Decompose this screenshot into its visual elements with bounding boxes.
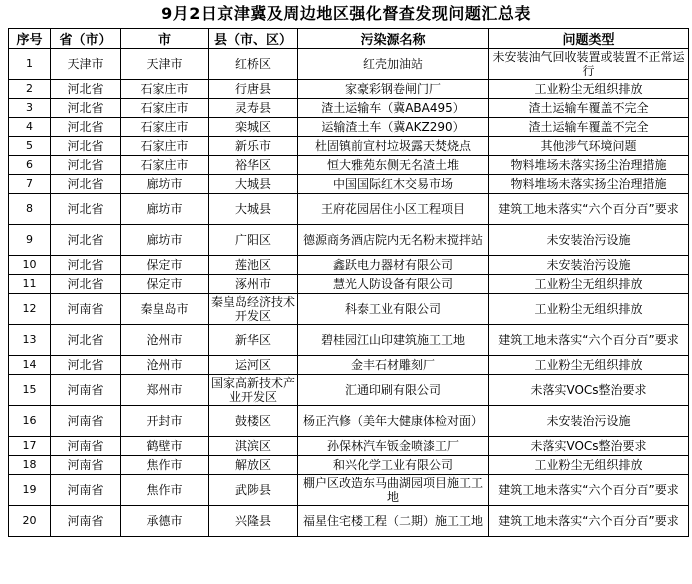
cell-county: 新乐市 [209,137,298,156]
cell-issue: 未安装治污设施 [489,406,689,437]
cell-province: 河北省 [51,156,121,175]
cell-county: 鼓楼区 [209,406,298,437]
cell-county: 淇滨区 [209,437,298,456]
cell-seq: 15 [9,375,51,406]
cell-city: 焦作市 [121,475,209,506]
header-seq: 序号 [9,29,51,49]
cell-province: 河北省 [51,275,121,294]
cell-province: 河北省 [51,256,121,275]
cell-province: 河南省 [51,475,121,506]
table-row [9,475,689,506]
cell-province: 河北省 [51,225,121,256]
cell-county: 运河区 [209,356,298,375]
cell-province: 河南省 [51,506,121,537]
cell-issue: 建筑工地未落实“六个百分百”要求 [489,506,689,537]
header-city: 市 [121,29,209,49]
cell-province: 河北省 [51,80,121,99]
cell-source: 金丰石材雕刻厂 [298,356,489,375]
cell-county: 广阳区 [209,225,298,256]
cell-source: 孙保林汽车钣金喷漆工厂 [298,437,489,456]
table-row [9,194,689,225]
cell-province: 河北省 [51,137,121,156]
cell-city: 郑州市 [121,375,209,406]
cell-county: 栾城区 [209,118,298,137]
table-row [9,49,689,80]
cell-issue: 未安装治污设施 [489,256,689,275]
cell-city: 保定市 [121,256,209,275]
cell-county: 兴隆县 [209,506,298,537]
cell-seq: 7 [9,175,51,194]
cell-seq: 20 [9,506,51,537]
table-row [9,456,689,475]
cell-province: 河北省 [51,356,121,375]
cell-issue: 渣土运输车覆盖不完全 [489,118,689,137]
cell-province: 河北省 [51,194,121,225]
cell-issue: 建筑工地未落实“六个百分百”要求 [489,475,689,506]
cell-city: 秦皇岛市 [121,294,209,325]
cell-seq: 9 [9,225,51,256]
cell-seq: 18 [9,456,51,475]
cell-county: 莲池区 [209,256,298,275]
cell-city: 天津市 [121,49,209,80]
cell-seq: 13 [9,325,51,356]
cell-city: 廊坊市 [121,175,209,194]
cell-issue: 未落实VOCs整治要求 [489,375,689,406]
cell-seq: 10 [9,256,51,275]
cell-province: 河北省 [51,99,121,118]
cell-seq: 19 [9,475,51,506]
cell-city: 廊坊市 [121,225,209,256]
table-row [9,356,689,375]
cell-seq: 1 [9,49,51,80]
cell-province: 河南省 [51,406,121,437]
cell-issue: 工业粉尘无组织排放 [489,80,689,99]
cell-county: 国家高新技术产业开发区 [209,375,298,406]
table-row [9,375,689,406]
cell-province: 河南省 [51,437,121,456]
cell-source: 恒大雅苑东侧无名渣土堆 [298,156,489,175]
cell-city: 廊坊市 [121,194,209,225]
cell-issue: 渣土运输车覆盖不完全 [489,99,689,118]
cell-source: 德源商务酒店院内无名粉末搅拌站 [298,225,489,256]
cell-province: 河北省 [51,118,121,137]
cell-city: 承德市 [121,506,209,537]
table-row [9,325,689,356]
cell-issue: 未落实VOCs整治要求 [489,437,689,456]
cell-province: 河南省 [51,294,121,325]
cell-city: 石家庄市 [121,137,209,156]
cell-seq: 16 [9,406,51,437]
cell-issue: 建筑工地未落实“六个百分百”要求 [489,325,689,356]
cell-issue: 建筑工地未落实“六个百分百”要求 [489,194,689,225]
cell-source: 汇通印刷有限公司 [298,375,489,406]
cell-source: 福星住宅楼工程（二期）施工工地 [298,506,489,537]
cell-seq: 3 [9,99,51,118]
cell-source: 红壳加油站 [298,49,489,80]
table-row [9,137,689,156]
cell-province: 河南省 [51,456,121,475]
table-row [9,118,689,137]
inspection-table [8,28,689,537]
cell-issue: 物料堆场未落实扬尘治理措施 [489,175,689,194]
cell-county: 灵寿县 [209,99,298,118]
cell-issue: 未安装油气回收装置或装置不正常运行 [489,49,689,80]
table-row [9,156,689,175]
cell-city: 石家庄市 [121,118,209,137]
cell-seq: 11 [9,275,51,294]
cell-issue: 其他涉气环境问题 [489,137,689,156]
table-body [9,49,689,537]
cell-issue: 工业粉尘无组织排放 [489,275,689,294]
cell-source: 碧桂园江山印建筑施工工地 [298,325,489,356]
table-row [9,406,689,437]
table-title: 9月2日京津冀及周边地区强化督查发现问题汇总表 [161,4,531,23]
table-row [9,80,689,99]
cell-seq: 6 [9,156,51,175]
header-county: 县（市、区） [209,29,298,49]
table-row [9,506,689,537]
cell-county: 裕华区 [209,156,298,175]
cell-source: 王府花园居住小区工程项目 [298,194,489,225]
table-row [9,175,689,194]
table-row [9,275,689,294]
cell-city: 沧州市 [121,356,209,375]
header-province: 省（市） [51,29,121,49]
cell-source: 慧光人防设备有限公司 [298,275,489,294]
table-row [9,437,689,456]
header-row [9,29,689,49]
cell-source: 杨正汽修（美年大健康体检对面） [298,406,489,437]
cell-seq: 5 [9,137,51,156]
cell-city: 焦作市 [121,456,209,475]
cell-issue: 工业粉尘无组织排放 [489,294,689,325]
cell-province: 天津市 [51,49,121,80]
cell-province: 河北省 [51,325,121,356]
cell-source: 家豪彩钢卷闸门厂 [298,80,489,99]
cell-county: 解放区 [209,456,298,475]
cell-province: 河北省 [51,175,121,194]
header-issue: 问题类型 [489,29,689,49]
table-row [9,294,689,325]
cell-city: 沧州市 [121,325,209,356]
cell-source: 中国国际红木交易市场 [298,175,489,194]
cell-source: 杜固镇前宣村垃圾露天焚烧点 [298,137,489,156]
cell-county: 大城县 [209,175,298,194]
cell-seq: 8 [9,194,51,225]
cell-city: 石家庄市 [121,80,209,99]
cell-source: 运输渣土车（冀AKZ290） [298,118,489,137]
cell-province: 河南省 [51,375,121,406]
cell-county: 行唐县 [209,80,298,99]
cell-source: 鑫跃电力器材有限公司 [298,256,489,275]
cell-source: 棚户区改造东马曲湖园项目施工工地 [298,475,489,506]
cell-issue: 未安装治污设施 [489,225,689,256]
cell-seq: 17 [9,437,51,456]
cell-county: 涿州市 [209,275,298,294]
cell-seq: 14 [9,356,51,375]
cell-city: 石家庄市 [121,156,209,175]
table-row [9,256,689,275]
cell-issue: 工业粉尘无组织排放 [489,356,689,375]
cell-source: 和兴化学工业有限公司 [298,456,489,475]
cell-seq: 4 [9,118,51,137]
cell-city: 石家庄市 [121,99,209,118]
cell-county: 红桥区 [209,49,298,80]
cell-city: 鹤壁市 [121,437,209,456]
cell-source: 渣土运输车（冀ABA495） [298,99,489,118]
cell-county: 秦皇岛经济技术开发区 [209,294,298,325]
table-row [9,99,689,118]
cell-issue: 物料堆场未落实扬尘治理措施 [489,156,689,175]
cell-county: 武陟县 [209,475,298,506]
cell-seq: 2 [9,80,51,99]
cell-source: 科泰工业有限公司 [298,294,489,325]
cell-county: 新华区 [209,325,298,356]
cell-seq: 12 [9,294,51,325]
cell-county: 大城县 [209,194,298,225]
cell-issue: 工业粉尘无组织排放 [489,456,689,475]
header-source: 污染源名称 [298,29,489,49]
cell-city: 保定市 [121,275,209,294]
table-row [9,225,689,256]
cell-city: 开封市 [121,406,209,437]
